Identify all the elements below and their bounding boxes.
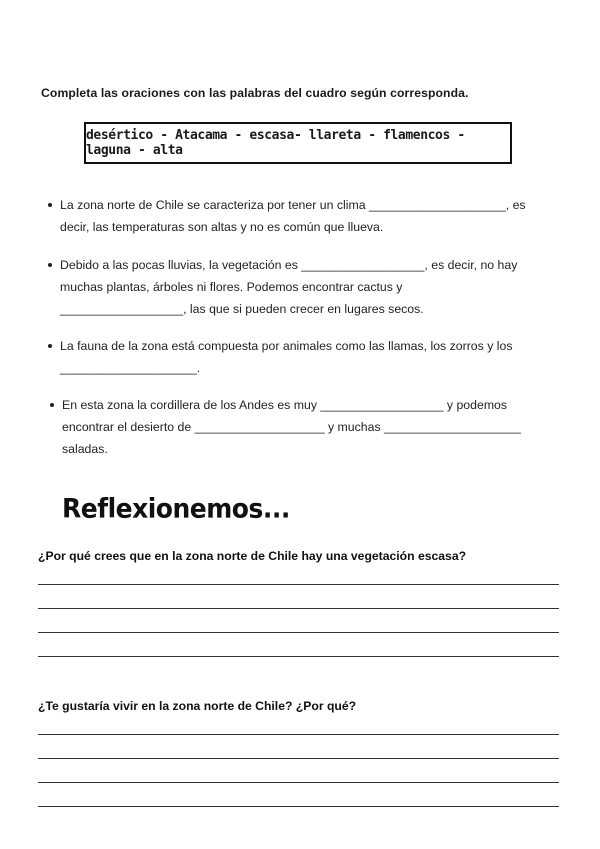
sentence-item [62, 394, 562, 460]
word-bank-text: desértico - Atacama - escasa- llareta - flamencos - laguna - alta [86, 128, 465, 158]
answer-line[interactable] [38, 806, 559, 807]
sentence-line: muchas plantas, árboles ni flores. Podemos encontrar cactus y [60, 280, 403, 294]
bullet-icon [50, 403, 54, 407]
bullet-icon [48, 344, 52, 348]
sentence-line: ____________________. [60, 361, 201, 375]
answer-line[interactable] [38, 608, 559, 609]
sentence-line: encontrar el desierto de ___________________ y muchas ____________________ [62, 420, 521, 434]
answer-line[interactable] [38, 584, 559, 585]
bullet-icon [48, 203, 52, 207]
sentence-line: decir, las temperaturas son altas y no es común que llueva. [60, 220, 384, 234]
answer-line[interactable] [38, 734, 559, 735]
instruction-text: Completa las oraciones con las palabras del cuadro según corresponda. [41, 86, 469, 100]
answer-line[interactable] [38, 758, 559, 759]
sentence-line: Debido a las pocas lluvias, la vegetación es __________________, es decir, no hay [60, 258, 518, 272]
sentence-line: La fauna de la zona está compuesta por animales como las llamas, los zorros y los [60, 339, 513, 353]
word-bank-box [84, 122, 512, 164]
sentence-item [60, 335, 560, 379]
sentence-item [60, 194, 560, 238]
sentence-line: La zona norte de Chile se caracteriza por tener un clima ____________________, es [60, 198, 526, 212]
reflection-heading: Reflexionemos... [62, 492, 290, 525]
answer-line[interactable] [38, 632, 559, 633]
sentence-item [60, 254, 560, 320]
sentence-line: saladas. [62, 442, 108, 456]
question-1: ¿Por qué crees que en la zona norte de Chile hay una vegetación escasa? [38, 549, 467, 563]
answer-line[interactable] [38, 656, 559, 657]
bullet-icon [48, 263, 52, 267]
answer-line[interactable] [38, 782, 559, 783]
sentence-line: __________________, las que si pueden crecer en lugares secos. [60, 302, 424, 316]
question-2: ¿Te gustaría vivir en la zona norte de Chile? ¿Por qué? [38, 699, 357, 713]
sentence-line: En esta zona la cordillera de los Andes es muy __________________ y podemos [62, 398, 508, 412]
